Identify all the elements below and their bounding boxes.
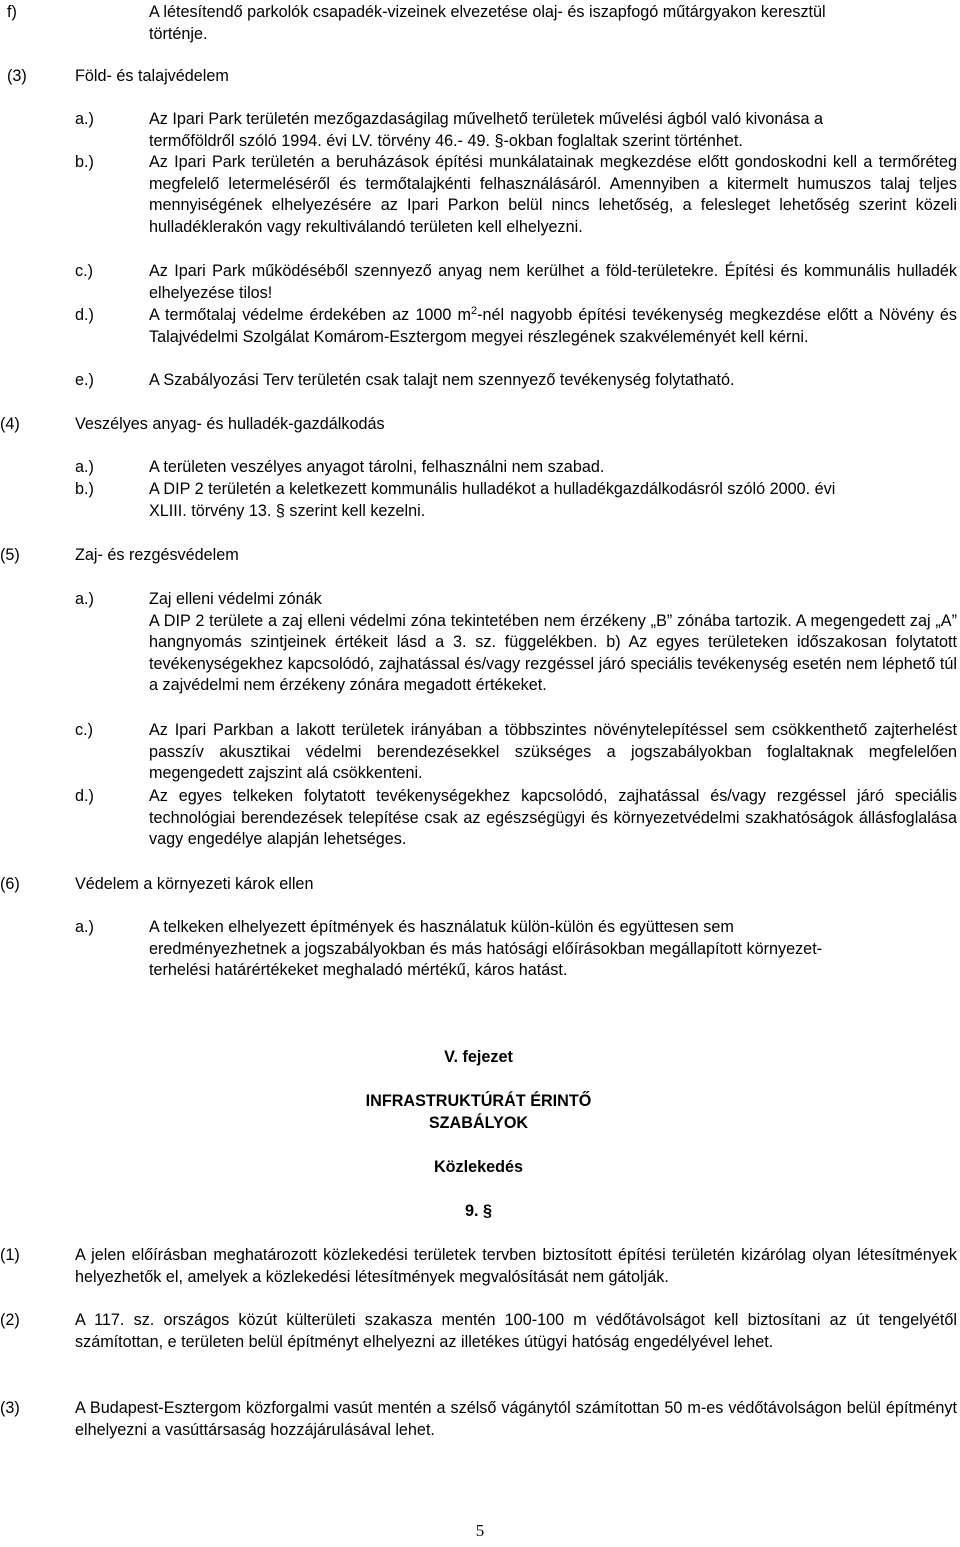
item-label: f) [7, 3, 17, 21]
item-body: A DIP 2 területe a zaj elleni védelmi zóna tekintetében nem érzékeny „B” zónába tartozik. A megengedett zaj „A” hangnyomás szintjeinek értékeit lásd a 3. sz. függelékben. b) Az egyes területeken időszakosan folytatott tevékenységekhez kapcsolódó, zajhatással és/vagy rezgéssel járó speciális tevékenység esetén nem léphető túl a zajvédelmi nem érzékeny zónára megadott értékeket. [149, 611, 957, 695]
section-heading: Közlekedés [433, 1158, 524, 1176]
item-text [149, 2, 957, 45]
item-line: termőföldről szóló 1994. évi LV. törvény 46.- 49. §-okban foglaltak szerint történhet. [149, 131, 743, 150]
superscript: 2 [470, 305, 478, 317]
list-item-3e [75, 370, 957, 392]
list-item-6a [75, 917, 957, 982]
item-label: d.) [75, 787, 94, 805]
item-text [149, 109, 957, 152]
item-label: a.) [75, 590, 94, 608]
item-label: b.) [75, 153, 94, 171]
chapter-subtitle: INFRASTRUKTÚRÁT ÉRINTŐ [365, 1092, 592, 1110]
item-text: Az egyes telkeken folytatott tevékenységekhez kapcsolódó, zajhatással és/vagy rezgéssel járó speciális technológiai berendezések telepítése csak az egészségügyi és környezetvédelmi szakhatóságok állásfoglalása vagy engedélye alapján lehetséges. [149, 787, 957, 849]
item-text-part: A termőtalaj védelme érdekében az 1000 m [149, 306, 471, 324]
section-number: (6) [0, 875, 20, 893]
section-number: (5) [0, 546, 20, 564]
list-item-3b [75, 152, 957, 238]
item-label: d.) [75, 306, 94, 324]
item-line: eredményezhetnek a jogszabályokban és más hatósági előírásokban megállapított környezet- [149, 939, 823, 958]
list-item-3c [75, 261, 957, 304]
item-text: Az Ipari Park működéséből szennyező anyag nem kerülhet a föld-területekre. Építési és kommunális hulladék elhelyezése tilos! [149, 262, 957, 302]
item-label: a.) [75, 110, 94, 128]
paragraph-label: (3) [0, 1399, 20, 1417]
item-text: A Szabályozási Terv területén csak talajt nem szennyező tevékenység folytatható. [149, 371, 735, 389]
item-label: c.) [75, 721, 93, 739]
item-line: A létesítendő parkolók csapadék-vizeinek elvezetése olaj- és iszapfogó műtárgyakon keresztül [149, 3, 826, 21]
item-label: e.) [75, 371, 94, 389]
section-3-heading [7, 66, 957, 88]
item-label: b.) [75, 480, 94, 498]
item-line: Az Ipari Park területén mezőgazdaságilag művelhető területek művelési ágból való kivonása a [149, 110, 823, 128]
section-title: Veszélyes anyag- és hulladék-gazdálkodás [75, 415, 385, 433]
section-title: Zaj- és rezgésvédelem [75, 546, 239, 564]
item-text [149, 479, 957, 522]
section-number: (4) [0, 415, 20, 433]
item-text [149, 305, 957, 348]
list-item-4a [75, 457, 957, 479]
item-line: A telkeken elhelyezett építmények és használatuk külön-külön és együttesen sem [149, 918, 734, 936]
item-text-part: -nél nagyobb építési tevékenység megkezdése előtt a Növény és Talajvédelmi Szolgálat Komárom-Esztergom megyei részlegének szakvéleményét kell kérni. [149, 306, 958, 346]
paragraph-3 [0, 1398, 957, 1441]
list-item-4b [75, 479, 957, 522]
section-number: (3) [7, 67, 27, 85]
item-line: történje. [149, 24, 208, 43]
list-item-f [7, 2, 957, 45]
item-text: Az Ipari Parkban a lakott területek irányában a többszintes növénytelepítéssel sem csökkenthető zajterhelést passzív akusztikai védelmi berendezésekkel szükséges a jogszabályokban foglaltaknak megfelelően megengedett zajszint alá csökkenteni. [149, 721, 957, 783]
list-item-3a [75, 109, 957, 152]
item-text: Az Ipari Park területén a beruházások építési munkálatainak megkezdése előtt gondoskodni kell a termőréteg megfelelő letermeléséről és termőtalajkénti felhasználásáról. Amennyiben a kitermelt humuszos talaj teljes mennyiségének elhelyezésére az Ipari Parkon belül nincs lehetőség, a felesleget lehetőség szerint közeli hulladéklerakón vagy rekultiválandó területen kell elhelyezni. [149, 153, 957, 236]
paragraph-label: (1) [0, 1246, 20, 1264]
item-label: a.) [75, 918, 94, 936]
chapter-title: V. fejezet [444, 1048, 513, 1066]
paragraph-text: A jelen előírásban meghatározott közlekedési területek tervben biztosított építési területén kizárólag olyan létesítmények helyezhetők el, amelyek a közlekedési létesítmények megvalósítását nem gátolják. [75, 1246, 957, 1286]
item-line: terhelési határértékeket meghaladó mértékű, káros hatást. [149, 961, 568, 980]
item-text [149, 917, 957, 982]
paragraph-text: A 117. sz. országos közút külterületi szakasza mentén 100-100 m védőtávolságot kell biztosítani az út tengelyétől számítottan, e területen belül építményt elhelyezni az illetékes útügyi hatóság engedélyével lehet. [75, 1311, 957, 1351]
item-text: A területen veszélyes anyagot tárolni, felhasználni nem szabad. [149, 458, 605, 476]
section-4-heading [0, 414, 957, 436]
section-6-heading [0, 874, 957, 896]
section-5-heading [0, 545, 957, 567]
item-text [149, 589, 957, 697]
item-line: XLIII. törvény 13. § szerint kell kezelni. [149, 501, 426, 520]
paragraph-label: (2) [0, 1311, 20, 1329]
page-number: 5 [475, 1521, 485, 1540]
item-line: A DIP 2 területén a keletkezett kommunális hulladékot a hulladékgazdálkodásról szóló 2000. évi [149, 480, 836, 498]
paragraph-number: 9. § [464, 1202, 492, 1220]
list-item-3d [75, 305, 957, 348]
paragraph-1 [0, 1245, 957, 1288]
paragraph-2 [0, 1310, 957, 1353]
item-label: a.) [75, 458, 94, 476]
paragraph-text: A Budapest-Esztergom közforgalmi vasút mentén a szélső vágánytól számítottan 50 m-es védőtávolságon belül építményt elhelyezni a vasúttársaság hozzájárulásával lehet. [75, 1399, 957, 1439]
chapter-subtitle: SZABÁLYOK [428, 1114, 529, 1132]
section-title: Védelem a környezeti károk ellen [75, 875, 314, 893]
item-label: c.) [75, 262, 93, 280]
list-item-5c [75, 720, 957, 785]
section-title: Föld- és talajvédelem [75, 67, 229, 85]
list-item-5d [75, 786, 957, 851]
list-item-5a [75, 589, 957, 697]
item-title: Zaj elleni védelmi zónák [149, 590, 322, 608]
